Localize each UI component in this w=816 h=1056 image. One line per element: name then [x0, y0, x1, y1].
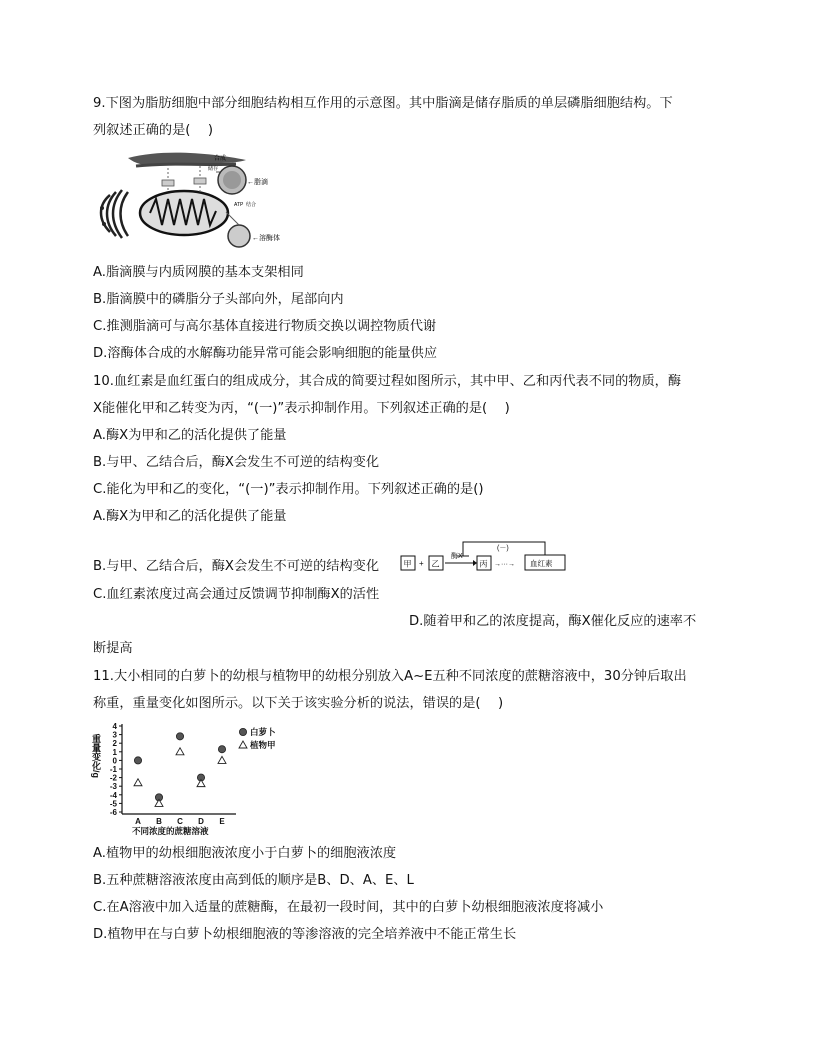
y-tick-label: 1	[112, 747, 117, 757]
lysosome	[228, 225, 250, 247]
y-tick-label: 4	[112, 722, 117, 731]
q9-cell-diagram	[96, 150, 306, 250]
q10-stem-line2: X能催化甲和乙转变为丙，“(一)”表示抑制作用。下列叙述正确的是( )	[93, 401, 510, 416]
q10-line-4: A.酶X为甲和乙的活化提供了能量	[93, 509, 287, 524]
chart-ylabel: 重量变化/g	[91, 734, 101, 778]
q9-option-d: D.溶酶体合成的水解酶功能异常可能会影响细胞的能量供应	[93, 346, 438, 361]
x-tick-label: C	[177, 817, 183, 826]
x-tick-label: E	[219, 817, 225, 826]
q11-option-c: C.在A溶液中加入适量的蔗糖酶，在最初一段时间，其中的白萝卜幼根细胞液浓度将减小	[93, 900, 604, 915]
x-tick-label: D	[198, 817, 204, 826]
box-bing: 丙	[479, 559, 488, 569]
golgi-stack	[101, 190, 128, 238]
q11-weight-change-chart	[91, 718, 294, 840]
q10-option-d-cont: 断提高	[93, 641, 133, 656]
y-tick-label: -6	[109, 808, 117, 817]
q10-option-d: D.随着甲和乙的浓度提高，酶X催化反应的速率不	[409, 614, 697, 629]
q10-line-3: C.能化为甲和乙的变化，“(一)”表示抑制作用。下列叙述正确的是()	[93, 482, 484, 497]
q10-line-1: A.酶X为甲和乙的活化提供了能量	[93, 428, 287, 443]
plant-jia-point	[218, 756, 226, 763]
box-heme: 血红素	[530, 559, 553, 568]
q11-stem-line1: 11.大小相同的白萝卜的幼根与植物甲的幼根分别放入A~E五种不同浓度的蔗糖溶液中，30分钟后取出	[93, 669, 687, 684]
y-tick-label: -2	[109, 773, 117, 783]
q11-option-b: B.五种蔗糖溶液浓度由高到低的顺序是B、D、A、E、L	[93, 873, 414, 888]
q9-stem-line1: 9.下图为脂肪细胞中部分细胞结构相互作用的示意图。其中脂滴是储存脂质的单层磷脂细胞结构。下	[93, 96, 673, 111]
q11-stem-line2: 称重，重量变化如图所示。以下关于该实验分析的说法，错误的是( )	[93, 696, 504, 711]
label-storage: 储存	[208, 166, 219, 172]
radish-point	[134, 757, 141, 764]
plus-sign: +	[419, 559, 424, 568]
plant-jia-point	[134, 779, 142, 786]
label-inhibit: (－)	[497, 545, 509, 552]
label-lysosome: ←溶酶体	[252, 235, 280, 242]
y-tick-label: 3	[112, 730, 117, 740]
label-combine: 结合	[246, 202, 257, 208]
radish-point	[218, 746, 225, 753]
q11-option-d: D.植物甲在与白萝卜幼根细胞液的等渗溶液的完全培养液中不能正常生长	[93, 927, 517, 942]
q10-line-5: B.与甲、乙结合后，酶X会发生不可逆的结构变化	[93, 559, 380, 574]
legend-label-radish: 白萝卜	[250, 727, 276, 737]
box-yi: 乙	[431, 559, 440, 569]
y-tick-label: 2	[112, 739, 117, 749]
label-lipid-droplet: ←脂滴	[247, 179, 268, 186]
q9-option-c: C.推测脂滴可与高尔基体直接进行物质交换以调控物质代谢	[93, 319, 437, 334]
q9-stem-line2: 列叙述正确的是( )	[93, 123, 213, 138]
q10-line-2: B.与甲、乙结合后，酶X会发生不可逆的结构变化	[93, 455, 380, 470]
label-enzyme-x: 酶X	[451, 553, 463, 560]
plant-jia-point	[176, 748, 184, 755]
q11-option-a: A.植物甲的幼根细胞液浓度小于白萝卜的细胞液浓度	[93, 846, 397, 861]
q10-line-6: C.血红素浓度过高会通过反馈调节抑制酶X的活性	[93, 587, 380, 602]
legend-label-plant-jia: 植物甲	[250, 740, 276, 750]
legend-marker-radish	[239, 728, 246, 735]
label-atp: ATP	[234, 202, 244, 208]
label-dots: →···→	[494, 561, 515, 568]
plant-jia-point	[155, 799, 163, 806]
y-tick-label: 0	[112, 756, 117, 766]
label-synth: 合成	[214, 156, 227, 162]
radish-point	[176, 733, 183, 740]
q9-option-a: A.脂滴膜与内质网膜的基本支架相同	[93, 265, 304, 280]
q10-heme-pathway-diagram	[399, 538, 567, 574]
y-tick-label: -1	[109, 765, 117, 774]
y-tick-label: -5	[109, 799, 117, 809]
plant-jia-point	[197, 780, 205, 787]
box-jia: 甲	[403, 559, 412, 569]
x-tick-label: A	[135, 817, 141, 826]
q9-option-b: B.脂滴膜中的磷脂分子头部向外，尾部向内	[93, 292, 344, 307]
x-tick-label: B	[156, 817, 162, 826]
y-tick-label: -4	[109, 790, 117, 800]
legend-marker-plant-jia	[239, 741, 247, 748]
q10-stem-line1: 10.血红素是血红蛋白的组成成分，其合成的简要过程如图所示，其中甲、乙和丙代表不同的物质，酶	[93, 374, 682, 389]
chart-xlabel: 不同浓度的蔗糖溶液	[132, 826, 209, 836]
y-tick-label: -3	[109, 782, 117, 792]
